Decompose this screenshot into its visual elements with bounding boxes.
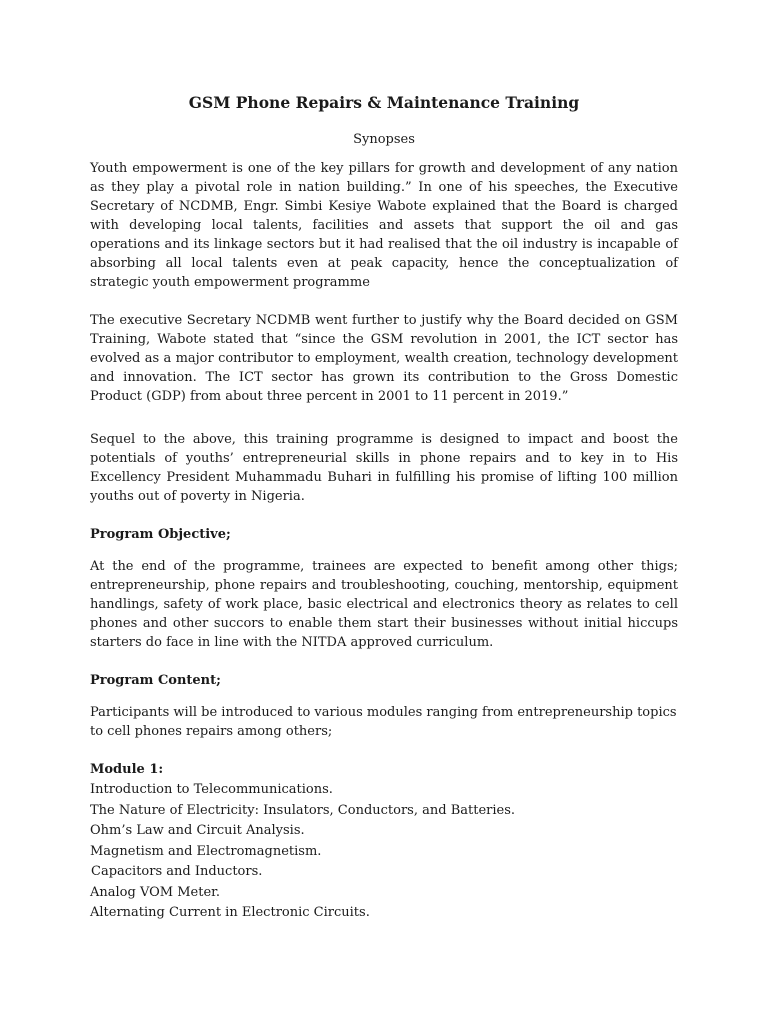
objective-heading: Program Objective;: [90, 527, 231, 542]
list-item: Magnetism and Electromagnetism.: [90, 843, 322, 859]
list-item: The Nature of Electricity: Insulators, Conductors, and Batteries.: [90, 802, 516, 818]
document-page: [90, 92, 678, 924]
list-item: Alternating Current in Electronic Circuits.: [90, 905, 370, 920]
list-item: Capacitors and Inductors.: [91, 864, 263, 879]
objective-paragraph: At the end of the programme, trainees are expected to benefit among other thigs; entrepreneurship, phone repairs and troubleshooting, couching, mentorship, equipment handlings, safety of work place, basic electrical and electronics theory as relates to cell phones and other succors to enable them start their businesses without initial hiccups starters do face in line with the NITDA approved curriculum.: [90, 559, 678, 650]
intro-paragraph-3: Sequel to the above, this training programme is designed to impact and boost the potentials of youths’ entrepreneurial skills in phone repairs and to key in to His Excellency President Muhammadu Buhari in fulfilling his promise of lifting 100 million youths out of poverty in Nigeria.: [90, 432, 678, 504]
list-item: Ohm’s Law and Circuit Analysis.: [90, 823, 305, 838]
module-1-heading: Module 1:: [90, 762, 164, 777]
content-heading: Program Content;: [90, 673, 221, 688]
module-1-list: [90, 780, 678, 924]
content-paragraph: Participants will be introduced to various modules ranging from entrepreneurship topics to cell phones repairs among others;: [90, 705, 677, 739]
list-item: Introduction to Telecommunications.: [90, 782, 333, 797]
document-subtitle: Synopses: [353, 132, 415, 147]
intro-paragraph-2: The executive Secretary NCDMB went further to justify why the Board decided on GSM Training, Wabote stated that “since the GSM revolution in 2001, the ICT sector has evolved as a major contributor to employment, wealth creation, technology development and innovation. The ICT sector has grown its contribution to the Gross Domestic Product (GDP) from about three percent in 2001 to 11 percent in 2019.”: [90, 313, 678, 404]
list-item: Analog VOM Meter.: [90, 884, 221, 900]
document-title: GSM Phone Repairs & Maintenance Training: [188, 93, 580, 112]
intro-paragraph-1: Youth empowerment is one of the key pillars for growth and development of any nation as they play a pivotal role in nation building.” In one of his speeches, the Executive Secretary of NCDMB, Engr. Simbi Kesiye Wabote explained that the Board is charged with developing local talents, facilities and assets that support the oil and gas operations and its linkage sectors but it had realised that the oil industry is incapable of absorbing all local talents even at peak capacity, hence the conceptualization of strategic youth empowerment programme: [90, 161, 678, 290]
